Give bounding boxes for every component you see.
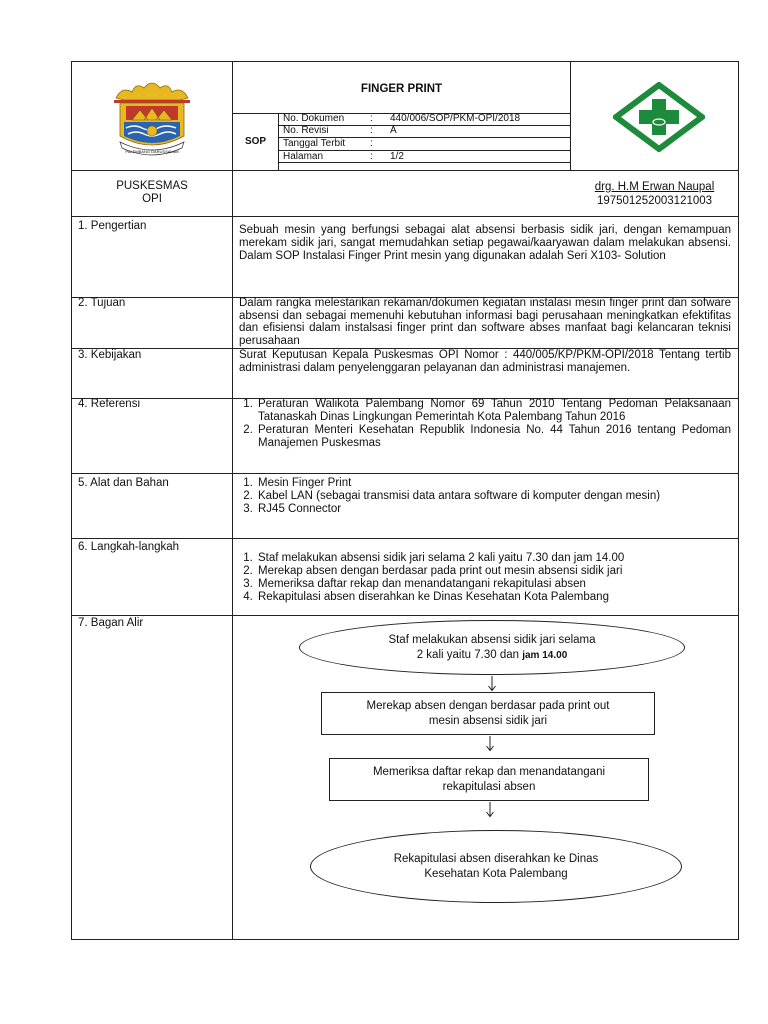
list-item: 2. Kabel LAN (sebagai transmisi data antara software di komputer dengan mesin) (256, 490, 709, 503)
section-label-bagan: 7. Bagan Alir (78, 617, 144, 629)
flow-step-text: Rekapitulasi absen diserahkan ke Dinas Kesehatan Kota Palembang (393, 852, 599, 880)
palembang-crest-logo (110, 76, 194, 160)
section-label-langkah: 6. Langkah-langkah (78, 541, 180, 553)
header-right-divider (570, 62, 571, 170)
list-item: 3. RJ45 Connector (256, 503, 709, 516)
list-item: 3. Memeriksa daftar rekap dan menandatangani rekapitulasi absen (256, 578, 731, 591)
document-number: 440/006/SOP/PKM-OPI/2018 (390, 113, 521, 124)
flow-arrow-icon (485, 736, 495, 752)
section-label-tujuan: 2. Tujuan (78, 297, 126, 309)
document-meta-table (279, 113, 570, 170)
meta-sep: : (370, 125, 373, 136)
revision-number: A (390, 125, 397, 136)
list-item: 2. Merekap absen dengan berdasar pada print out mesin absensi sidik jari (256, 565, 731, 578)
facility-line: PUSKESMAS (116, 180, 188, 192)
flow-step-start (299, 620, 685, 675)
puskesmas-cross-logo (613, 82, 705, 152)
row-divider (72, 170, 739, 171)
section-text-tujuan: Dalam rangka melestarikan rekaman/dokumen kegiatan instalasi mesin finger print dan sofware absensi dan sebagai memenuhi kebutuhan informasi bagi perusahaan meningkatkan efektifitas dan efisiensi dalam instalsasi finger print dan software abses manfaat bagi kelancaran teknisi perusahaan (239, 297, 731, 347)
signer-name: drg. H.M Erwan Naupal (594, 181, 715, 193)
flow-step-process (329, 758, 649, 801)
section-label-pengertian: 1. Pengertian (78, 220, 147, 232)
section-list-referensi (239, 398, 731, 450)
signer-nip: 197501252003121003 (596, 195, 713, 207)
row-divider (72, 216, 739, 217)
page-number: 1/2 (390, 151, 404, 162)
row-divider (72, 615, 739, 616)
section-label-kebijakan: 3. Kebijakan (78, 349, 142, 361)
crest-banner-text: PALEMBANG DARUSSALAM (125, 149, 179, 154)
sop-label: SOP (244, 136, 267, 147)
column-divider (232, 62, 233, 940)
flow-step-emphasis: jam 14.00 (522, 649, 568, 661)
flow-arrow-icon (487, 676, 497, 692)
meta-sep: : (370, 151, 373, 162)
list-item: 2. Peraturan Menteri Kesehatan Republik Indonesia No. 44 Tahun 2016 tentang Pedoman Manajemen Puskesmas (256, 424, 731, 450)
section-list-alat (239, 477, 709, 516)
meta-label: No. Dokumen (283, 113, 345, 124)
list-item: 1. Peraturan Walikota Palembang Nomor 69 Tahun 2010 Tentang Pedoman Pelaksanaan Tatanaskah Dinas Lingkungan Pemerintah Kota Palembang Tahun 2016 (256, 398, 731, 424)
signer-block (570, 180, 739, 208)
section-list-langkah (239, 552, 731, 604)
section-text-kebijakan: Surat Keputusan Kepala Puskesmas OPI Nomor : 440/005/KP/PKM-OPI/2018 Tentang tertib administrasi dalam penyelenggaran pelayanan dan administrasi manajemen. (239, 349, 731, 374)
meta-sep: : (370, 113, 373, 124)
meta-sep: : (370, 138, 373, 149)
flow-step-text: Merekap absen dengan berdasar pada print out mesin absensi sidik jari (366, 699, 610, 727)
facility-line: OPI (142, 193, 162, 205)
list-item: 4. Rekapitulasi absen diserahkan ke Dinas Kesehatan Kota Palembang (256, 591, 731, 604)
meta-label: Tanggal Terbit (283, 138, 346, 149)
section-label-alat: 5. Alat dan Bahan (78, 477, 169, 489)
meta-label: No. Revisi (283, 125, 329, 136)
row-divider (72, 473, 739, 474)
section-text-pengertian: Sebuah mesin yang berfungsi sebagai alat absensi berbasis sidik jari, dengan kemampuan merekam sidik jari, sangat memudahkan setiap pegawai/kaaryawan dalam melakukan absensi. Dalam SOP Instalasi Finger Print mesin yang digunakan adalah Seri X103- Solution (239, 224, 731, 262)
flow-arrow-icon (485, 802, 495, 818)
flow-step-text: Memeriksa daftar rekap dan menandatangani rekapitulasi absen (372, 765, 606, 793)
flow-step-process (321, 692, 655, 735)
document-title: FINGER PRINT (360, 83, 443, 95)
list-item: 1. Mesin Finger Print (256, 477, 709, 490)
section-label-referensi: 4. Referensi (78, 398, 141, 410)
sop-document (71, 61, 739, 940)
facility-name (72, 180, 232, 206)
flow-step-text: 2 kali yaitu 7.30 dan (416, 648, 520, 661)
list-item: 1. Staf melakukan absensi sidik jari selama 2 kali yaitu 7.30 dan jam 14.00 (256, 552, 731, 565)
flow-step-end (310, 830, 682, 903)
row-divider (72, 538, 739, 539)
meta-label: Halaman (283, 151, 324, 162)
flow-step-text: Staf melakukan absensi sidik jari selama (388, 633, 596, 646)
